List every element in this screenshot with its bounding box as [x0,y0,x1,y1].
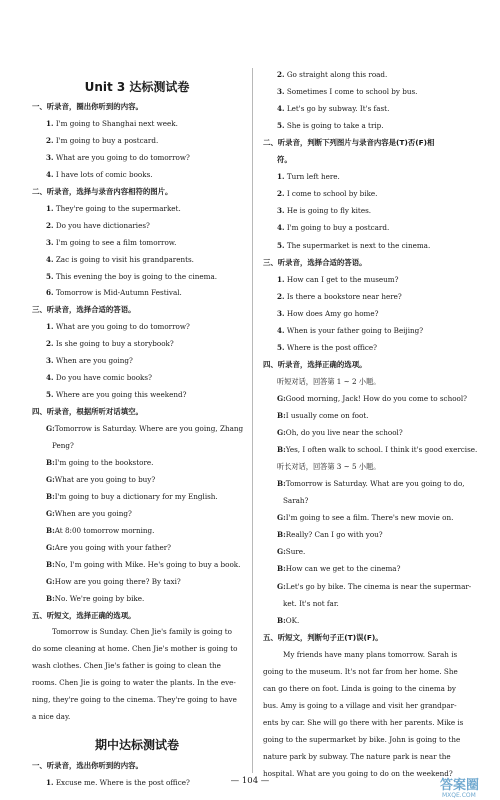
speaker-label: B: [277,445,286,455]
dialogue-line [32,594,144,604]
speaker-label: B: [46,559,55,569]
question-item [32,373,152,383]
speaker-label: B: [277,479,286,489]
dialogue-text: OK. [285,615,300,625]
speaker-label: B: [277,615,286,625]
item-text: Turn left here. [286,172,340,182]
dialogue-line [263,530,383,540]
dialogue-line [263,496,308,506]
item-number: 6. [46,288,54,298]
item-number: 2. [46,135,54,145]
speaker-label: B: [46,525,55,535]
unit-title: Unit 3 达标测试卷 [84,80,190,94]
dialogue-text: Good morning, Jack! How do you come to school? [285,393,468,403]
question-item [263,241,430,251]
question-item [32,153,190,163]
item-text: When is your father going to Beijing? [286,325,424,335]
column-divider [252,68,253,773]
speaker-label: G: [277,513,286,523]
section-heading: 三、听录音，选择合适的答语。 [32,305,136,315]
dialogue-text: At 8:00 tomorrow morning. [54,525,155,535]
question-item [32,170,153,180]
dialogue-line [32,441,74,451]
section-heading: 二、听录音，选择与录音内容相符的图片。 [32,186,173,196]
question-item [263,70,387,80]
dialogue-line [32,475,155,485]
item-number: 5. [277,342,285,352]
dialogue-text: Sure. [285,547,306,557]
dialogue-line [263,411,368,421]
question-item [32,255,194,265]
section-heading: 一、听录音，圈出你听到的内容。 [32,102,143,111]
item-number: 4. [277,325,285,335]
dialogue-line [32,492,218,502]
dialogue-text: No, I'm going with Mike. He's going to buy a book. [54,559,241,569]
speaker-label: B: [277,530,286,540]
item-number: 4. [46,373,54,383]
dialogue-text: I'm going to the bookstore. [54,457,154,467]
speaker-label: B: [46,457,55,467]
item-number: 4. [277,223,285,233]
passage-line: wash clothes. Chen Jie's father is going to clean the [32,661,221,671]
dialogue-text: I'm going to buy a dictionary for my English. [54,491,218,501]
item-text: Excuse me. Where is the post office? [55,778,190,788]
watermark-logo [440,776,498,798]
dialogue-text: I usually come on foot. [285,411,369,420]
item-text: The supermarket is next to the cinema. [286,240,431,250]
dialogue-text: Tomorrow is Saturday. What are you going to do, [285,479,465,489]
item-text: What are you going to do tomorrow? [55,152,190,162]
passage-line: rooms. Chen Jie is going to water the plants. In the eve- [32,678,236,688]
question-item [263,223,389,233]
question-item [32,288,182,298]
item-number: 3. [46,237,54,247]
item-text: Where are you going this weekend? [55,390,187,400]
dialogue-line [263,564,400,574]
section-heading: 五、听短文，选择正确的选项。 [32,610,136,620]
dialogue-instruction [263,377,380,387]
item-text: Go straight along this road. [286,70,388,79]
question-item [32,339,174,349]
item-text: I'm going to buy a postcard. [286,223,390,233]
speaker-label: G: [46,424,55,434]
item-number: 3. [277,206,285,216]
section-heading: 五、听短文，判断句子正(T)误(F)。 [263,632,383,642]
dialogue-line [32,526,154,536]
item-text: I'm going to Shanghai next week. [55,118,178,128]
dialogue-text: When are you going? [54,508,132,518]
svg-text:MXQE.COM: MXQE.COM [442,792,476,798]
item-text: How can I get to the museum? [286,274,399,284]
passage-line: going to the supermarket by bike. John is going to the [263,734,461,744]
item-text: Do you have dictionaries? [55,220,150,230]
item-text: Is there a bookstore near here? [286,291,402,301]
dialogue-text: Sarah? [283,496,309,506]
dialogue-line [263,394,467,404]
dialogue-line [32,560,240,570]
item-number: 2. [277,189,285,199]
question-item [263,275,398,285]
speaker-label: G: [46,474,55,484]
dialogue-text: 听短对话，回答第 1 ~ 2 小题。 [277,376,381,386]
passage-line: Tomorrow is Sunday. Chen Jie's family is going to [52,627,232,637]
question-item [263,121,384,131]
item-number: 4. [46,254,54,264]
passage-line: can go there on foot. Linda is going to the cinema by [263,683,456,693]
item-number: 3. [277,87,285,97]
svg-text:答案圈: 答案圈 [440,778,480,793]
item-text: She is going to take a trip. [286,121,384,131]
question-item [32,119,178,129]
item-text: They're going to the supermarket. [55,203,181,213]
question-item [32,390,187,400]
dialogue-text: Yes, I often walk to school. I think it's good exercise. [285,445,478,455]
item-number: 1. [46,322,54,332]
dialogue-text: How are you going there? By taxi? [54,576,181,586]
dialogue-line [263,547,305,557]
dialogue-line [263,445,477,455]
item-number: 1. [277,172,285,182]
dialogue-line [32,458,153,468]
item-text: He is going to fly kites. [286,206,372,216]
dialogue-text: Really? Can I go with you? [285,530,383,540]
item-text: Sometimes I come to school by bus. [286,87,418,97]
dialogue-line [263,582,471,592]
dialogue-text: Let's go by bike. The cinema is near the supermar- [285,581,472,591]
item-number: 1. [46,118,54,128]
passage-line: ents by car. She will go there with her parents. Mike is [263,717,464,727]
item-number: 5. [277,240,285,250]
item-number: 4. [277,104,285,114]
dialogue-line [263,616,299,626]
dialogue-instruction [263,462,380,472]
item-text: I come to school by bike. [286,189,378,199]
passage-line: nature park by subway. The nature park is near the [263,752,451,761]
dialogue-text: No. We're going by bike. [54,593,145,603]
item-number: 2. [46,220,54,230]
item-text: I'm going to see a film tomorrow. [55,237,177,247]
item-text: Tomorrow is Mid-Autumn Festival. [55,288,182,298]
item-number: 2. [277,291,285,301]
speaker-label: B: [277,564,286,574]
passage-line: do some cleaning at home. Chen Jie's mother is going to [32,644,238,654]
dialogue-text: Peng? [52,441,74,450]
speaker-label: B: [46,491,55,501]
item-text: Is she going to buy a storybook? [55,339,174,349]
passage-line: hospital. What are you going to do on the weekend? [263,769,453,779]
item-number: 5. [277,121,285,131]
speaker-label: G: [277,581,286,591]
question-item [263,87,417,97]
question-item [263,309,378,319]
dialogue-text: 听长对话，回答第 3 ~ 5 小题。 [277,462,381,472]
dialogue-text: I'm going to see a film. There's new movie on. [285,513,454,523]
item-number: 3. [46,152,54,162]
item-number: 5. [46,390,54,400]
item-number: 1. [46,203,54,213]
passage-line: My friends have many plans tomorrow. Sarah is [283,649,458,659]
dialogue-line [263,479,465,489]
question-item [32,322,190,332]
speaker-label: G: [46,508,55,518]
dialogue-text: ket. It's not far. [283,598,339,608]
item-number: 3. [46,356,54,366]
item-number: 1. [277,274,285,284]
speaker-label: G: [277,428,286,438]
section-heading: 二、听录音，判断下列图片与录音内容是(T)否(F)相 [263,138,435,148]
item-number: 4. [46,169,54,179]
item-text: I have lots of comic books. [55,169,153,179]
passage-line: a nice day. [32,712,71,722]
question-item [32,204,181,214]
speaker-label: B: [277,411,286,420]
midterm-title: 期中达标测试卷 [94,738,179,753]
item-text: Zac is going to visit his grandparents. [55,254,194,264]
dialogue-line [263,513,453,523]
speaker-label: G: [277,547,286,557]
item-text: How does Amy go home? [286,308,379,318]
speaker-label: B: [46,593,55,603]
question-item [263,189,377,199]
dialogue-line [32,509,132,519]
dialogue-line [263,428,403,438]
item-number: 2. [46,339,54,349]
dialogue-text: Oh, do you live near the school? [285,428,403,438]
speaker-label: G: [46,576,55,586]
question-item [263,292,402,302]
page-number: — 104 — [230,776,270,786]
item-number: 5. [46,271,54,281]
question-item [32,221,150,231]
speaker-label: G: [277,393,286,403]
dialogue-line [32,577,181,587]
question-item [263,343,377,353]
question-item [263,326,423,336]
item-text: This evening the boy is going to the cinema. [55,271,218,281]
item-text: When are you going? [55,356,133,366]
section-heading: 一、听录音，选出你听到的内容。 [32,761,143,771]
question-item [32,356,133,366]
question-item [263,206,371,216]
question-item [263,104,389,114]
question-item [32,272,217,282]
passage-line: going to the museum. It's not far from her home. She [263,666,458,676]
dialogue-line [263,599,339,609]
item-text: What are you going to do tomorrow? [55,322,190,332]
item-number: 3. [277,308,285,318]
item-text: Where is the post office? [286,342,378,352]
item-number: 2. [277,70,285,79]
dialogue-text: Tomorrow is Saturday. Where are you going, Zhang [54,424,244,434]
question-item [32,238,176,248]
dialogue-text: What are you going to buy? [54,474,156,484]
passage-line: ning, they're going to the cinema. They're going to have [32,695,237,705]
item-text: Let's go by subway. It's fast. [286,104,390,114]
question-item [32,136,158,146]
item-text: Do you have comic books? [55,373,152,383]
question-item [263,172,340,182]
dialogue-text: Are you going with your father? [54,542,172,552]
speaker-label: G: [46,542,55,552]
item-text: I'm going to buy a postcard. [55,135,159,145]
section-heading: 三、听录音，选择合适的答语。 [263,257,367,267]
dialogue-line [32,543,171,553]
section-heading: 符。 [277,155,292,165]
dialogue-line [32,424,243,434]
passage-line: bus. Amy is going to a village and visit her grandpar- [263,700,457,710]
dialogue-text: How can we get to the cinema? [285,564,401,574]
section-heading: 四、听录音，选择正确的选项。 [263,359,367,369]
item-number: 1. [46,778,54,788]
section-heading: 四、听录音，根据所听对话填空。 [32,407,143,417]
